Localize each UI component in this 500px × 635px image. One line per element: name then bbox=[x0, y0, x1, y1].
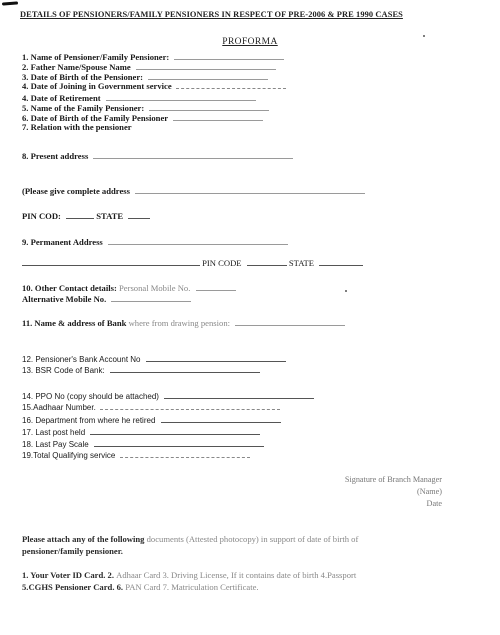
field-label: Date of Retirement bbox=[30, 93, 101, 103]
fill-line[interactable] bbox=[66, 210, 94, 219]
signature-label: Signature of Branch Manager bbox=[344, 475, 442, 484]
field-row: 1. Name of Pensioner/Family Pensioner: bbox=[22, 51, 284, 62]
present-address-row bbox=[22, 150, 293, 161]
fill-line[interactable] bbox=[111, 293, 191, 302]
fill-line[interactable] bbox=[136, 61, 276, 70]
field-label: 18. Last Pay Scale bbox=[22, 440, 89, 449]
pin-state-row bbox=[22, 210, 150, 221]
fill-line[interactable] bbox=[135, 185, 365, 194]
permanent-address-row bbox=[22, 236, 288, 247]
scan-mark bbox=[2, 1, 18, 5]
field-label: 19.Total Qualifying service bbox=[22, 451, 116, 460]
field-label: 16. Department from where he retired bbox=[22, 416, 156, 425]
fill-line[interactable] bbox=[196, 282, 236, 291]
fill-line[interactable] bbox=[100, 402, 280, 410]
field-row bbox=[22, 402, 280, 413]
attach-note-lead: Please attach any of the following bbox=[22, 534, 145, 544]
document-subtitle: PROFORMA bbox=[222, 37, 278, 47]
field-label: Father Name/Spouse Name bbox=[30, 62, 131, 72]
contact-label: 10. Other Contact details: bbox=[22, 283, 117, 293]
fill-line[interactable] bbox=[108, 236, 288, 245]
field-row bbox=[22, 426, 260, 438]
complete-address-row bbox=[22, 185, 365, 196]
field-label: Date of Birth of the Pensioner: bbox=[30, 72, 144, 82]
fill-line[interactable] bbox=[106, 92, 256, 101]
field-row: 7. Relation with the pensioner bbox=[22, 122, 132, 132]
fill-line[interactable] bbox=[120, 450, 250, 458]
bank-address-row bbox=[22, 317, 345, 328]
alternative-mobile-label: Alternative Mobile No. bbox=[22, 294, 107, 304]
field-row bbox=[22, 390, 314, 402]
field-label: 13. BSR Code of Bank: bbox=[22, 366, 105, 375]
fill-line[interactable] bbox=[146, 353, 286, 362]
bank-address-label-rest: where from drawing pension: bbox=[128, 318, 231, 328]
name-label: (Name) bbox=[416, 487, 442, 496]
scan-speck bbox=[345, 290, 347, 292]
personal-mobile-label: Personal Mobile No. bbox=[119, 283, 191, 293]
field-label: Name of Pensioner/Family Pensioner: bbox=[30, 52, 170, 62]
fill-line[interactable] bbox=[247, 257, 287, 266]
field-row: 2. Father Name/Spouse Name bbox=[22, 61, 276, 72]
field-label: 17. Last post held bbox=[22, 428, 86, 437]
field-row: 3. Date of Birth of the Pensioner: bbox=[22, 71, 268, 82]
field-row bbox=[22, 364, 260, 376]
pin-code-label: PIN COD: bbox=[22, 211, 61, 221]
signature-block bbox=[345, 474, 442, 510]
fill-line[interactable] bbox=[90, 426, 260, 435]
present-address-label: 8. Present address bbox=[22, 151, 89, 161]
field-row bbox=[22, 450, 250, 461]
documents-list-lead-2: 5.CGHS Pensioner Card. 6. bbox=[22, 582, 124, 592]
complete-address-note: (Please give complete address bbox=[22, 186, 130, 196]
field-row bbox=[22, 414, 281, 426]
field-label: Name of the Family Pensioner: bbox=[30, 103, 145, 113]
fill-line[interactable] bbox=[22, 257, 200, 266]
field-label: 15.Aadhaar Number. bbox=[22, 403, 96, 412]
state-label: STATE bbox=[288, 258, 314, 268]
field-label: Date of Joining in Government service bbox=[30, 81, 172, 91]
attach-note-rest: documents (Attested photocopy) in support of date of birth of bbox=[146, 534, 359, 544]
fill-line[interactable] bbox=[235, 317, 345, 326]
fill-line[interactable] bbox=[94, 438, 264, 447]
field-row: 4. Date of Retirement bbox=[22, 92, 256, 103]
field-row: 4. Date of Joining in Government service bbox=[22, 81, 286, 91]
field-label: 12. Pensioner's Bank Account No bbox=[22, 355, 141, 364]
pin-code-label: PIN CODE bbox=[202, 258, 242, 268]
pin-state-row-2 bbox=[22, 257, 363, 268]
fill-line[interactable] bbox=[148, 71, 268, 80]
permanent-address-label: 9. Permanent Address bbox=[22, 237, 103, 247]
date-label: Date bbox=[426, 499, 442, 508]
fill-line[interactable] bbox=[128, 210, 150, 219]
field-label: Relation with the pensioner bbox=[30, 122, 132, 132]
document-title: DETAILS OF PENSIONERS/FAMILY PENSIONERS IN RESPECT OF PRE-2006 & PRE 1990 CASES bbox=[20, 10, 403, 19]
documents-list-lead-1: 1. Your Voter ID Card. 2. bbox=[22, 570, 114, 580]
fill-line[interactable] bbox=[173, 112, 263, 121]
field-row bbox=[22, 438, 264, 450]
state-label: STATE bbox=[96, 211, 124, 221]
documents-list-rest-2: PAN Card 7. Matriculation Certificate. bbox=[125, 582, 259, 592]
fill-line[interactable] bbox=[176, 81, 286, 89]
fill-line[interactable] bbox=[174, 51, 284, 60]
fill-line[interactable] bbox=[93, 150, 293, 159]
field-label: 14. PPO No (copy should be attached) bbox=[22, 392, 159, 401]
scan-speck bbox=[423, 35, 425, 37]
field-row: 5. Name of the Family Pensioner: bbox=[22, 102, 269, 113]
field-label: Date of Birth of the Family Pensioner bbox=[30, 113, 168, 123]
documents-list-rest-1: Adhaar Card 3. Driving License, If it contains date of birth 4.Passport bbox=[116, 570, 357, 580]
documents-list bbox=[22, 569, 462, 593]
fill-line[interactable] bbox=[110, 364, 260, 373]
contact-row bbox=[22, 282, 236, 293]
fill-line[interactable] bbox=[149, 102, 269, 111]
field-row: 6. Date of Birth of the Family Pensioner bbox=[22, 112, 263, 123]
alt-mobile-row bbox=[22, 293, 191, 304]
bank-address-label: 11. Name & address of Bank bbox=[22, 318, 127, 328]
fill-line[interactable] bbox=[319, 257, 363, 266]
fill-line[interactable] bbox=[161, 414, 281, 423]
fill-line[interactable] bbox=[164, 390, 314, 399]
attach-note-line2: pensioner/family pensioner. bbox=[22, 546, 123, 556]
attach-note bbox=[22, 533, 442, 557]
